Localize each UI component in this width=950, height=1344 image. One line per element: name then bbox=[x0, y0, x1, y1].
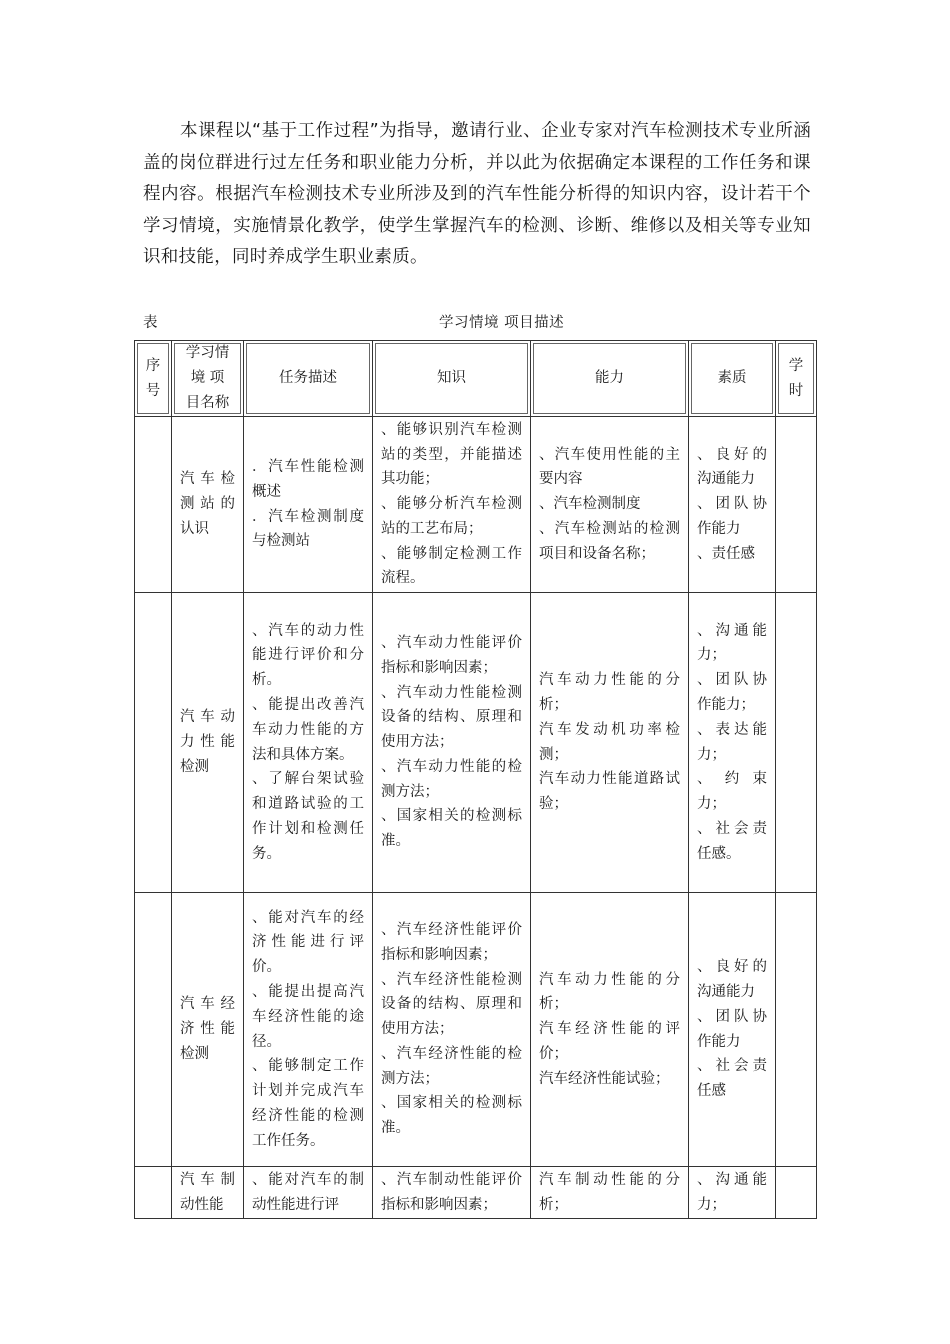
row-task: 、汽车的动力性能进行评价和分析。 、能提出改善汽车动力性能的方法和具体方案。 、了解台架试验和道路试验的工作计划和检测任务。 bbox=[244, 593, 373, 893]
table-header-row bbox=[135, 341, 817, 417]
row-hours bbox=[776, 893, 817, 1167]
row-ability: 汽车动力性能的分析； 汽车经济性能的评价； 汽车经济性能试验； bbox=[531, 893, 689, 1167]
header-name: 学习情 境 项 目名称 bbox=[172, 341, 244, 417]
row-knowledge: 、能够识别汽车检测站的类型，并能描述其功能； 、能够分析汽车检测站的工艺布局； 、能够制定检测工作流程。 bbox=[373, 417, 531, 593]
header-no: 序 号 bbox=[135, 341, 172, 417]
row-quality: 、沟通能力； bbox=[689, 1167, 776, 1219]
row-quality: 、良好的沟通能力 、团队协作能力 、责任感 bbox=[689, 417, 776, 593]
header-quality: 素质 bbox=[689, 341, 776, 417]
header-ability: 能力 bbox=[531, 341, 689, 417]
row-no bbox=[135, 417, 172, 593]
row-hours bbox=[776, 417, 817, 593]
table-caption-label: 表 bbox=[143, 315, 158, 331]
row-task: 、能对汽车的制动性能进行评 bbox=[244, 1167, 373, 1219]
row-hours bbox=[776, 593, 817, 893]
table-caption bbox=[143, 312, 815, 334]
row-knowledge: 、汽车动力性能评价指标和影响因素； 、汽车动力性能检测设备的结构、原理和使用方法； 、汽车动力性能的检测方法； 、国家相关的检测标准。 bbox=[373, 593, 531, 893]
table-row bbox=[135, 893, 817, 1167]
row-no bbox=[135, 893, 172, 1167]
row-task: ．汽车性能检测概述 ．汽车检测制度与检测站 bbox=[244, 417, 373, 593]
table-row bbox=[135, 593, 817, 893]
row-name: 汽车检测站的认识 bbox=[172, 417, 244, 593]
row-ability: 、汽车使用性能的主要内容 、汽车检测制度 、汽车检测站的检测项目和设备名称； bbox=[531, 417, 689, 593]
header-hours: 学 时 bbox=[776, 341, 817, 417]
row-name: 汽车制动性能 bbox=[172, 1167, 244, 1219]
row-ability: 汽车制动性能的分析； bbox=[531, 1167, 689, 1219]
table-row bbox=[135, 1167, 817, 1219]
row-knowledge: 、汽车经济性能评价指标和影响因素； 、汽车经济性能检测设备的结构、原理和使用方法； 、汽车经济性能的检测方法； 、国家相关的检测标准。 bbox=[373, 893, 531, 1167]
row-task: 、能对汽车的经济性能进行评价。 、能提出提高汽车经济性能的途径。 、能够制定工作计划并完成汽车经济性能的检测工作任务。 bbox=[244, 893, 373, 1167]
row-knowledge: 、汽车制动性能评价指标和影响因素； bbox=[373, 1167, 531, 1219]
row-quality: 、沟通能力； 、团队协作能力； 、表达能力； 、约束力； 、社会责任感。 bbox=[689, 593, 776, 893]
intro-paragraph: 本课程以“基于工作过程”为指导，邀请行业、企业专家对汽车检测技术专业所涵盖的岗位群进行过左任务和职业能力分析，并以此为依据确定本课程的工作任务和课程内容。根据汽车检测技术专业所涉及到的汽车性能分析得的知识内容，设计若干个学习情境，实施情景化教学，使学生掌握汽车的检测、诊断、维修以及相关等专业知识和技能，同时养成学生职业素质。 bbox=[143, 121, 811, 267]
header-knowledge: 知识 bbox=[373, 341, 531, 417]
row-no bbox=[135, 1167, 172, 1219]
row-name: 汽车经济性能检测 bbox=[172, 893, 244, 1167]
header-task: 任务描述 bbox=[244, 341, 373, 417]
row-name: 汽车动力性能检测 bbox=[172, 593, 244, 893]
table-caption-title: 学习情境 项目描述 bbox=[439, 315, 565, 331]
row-ability: 汽车动力性能的分析； 汽车发动机功率检测； 汽车动力性能道路试验； bbox=[531, 593, 689, 893]
table-row bbox=[135, 417, 817, 593]
row-hours bbox=[776, 1167, 817, 1219]
row-no bbox=[135, 593, 172, 893]
row-quality: 、良好的沟通能力 、团队协作能力 、社会责任感 bbox=[689, 893, 776, 1167]
learning-situations-table bbox=[134, 340, 817, 1219]
